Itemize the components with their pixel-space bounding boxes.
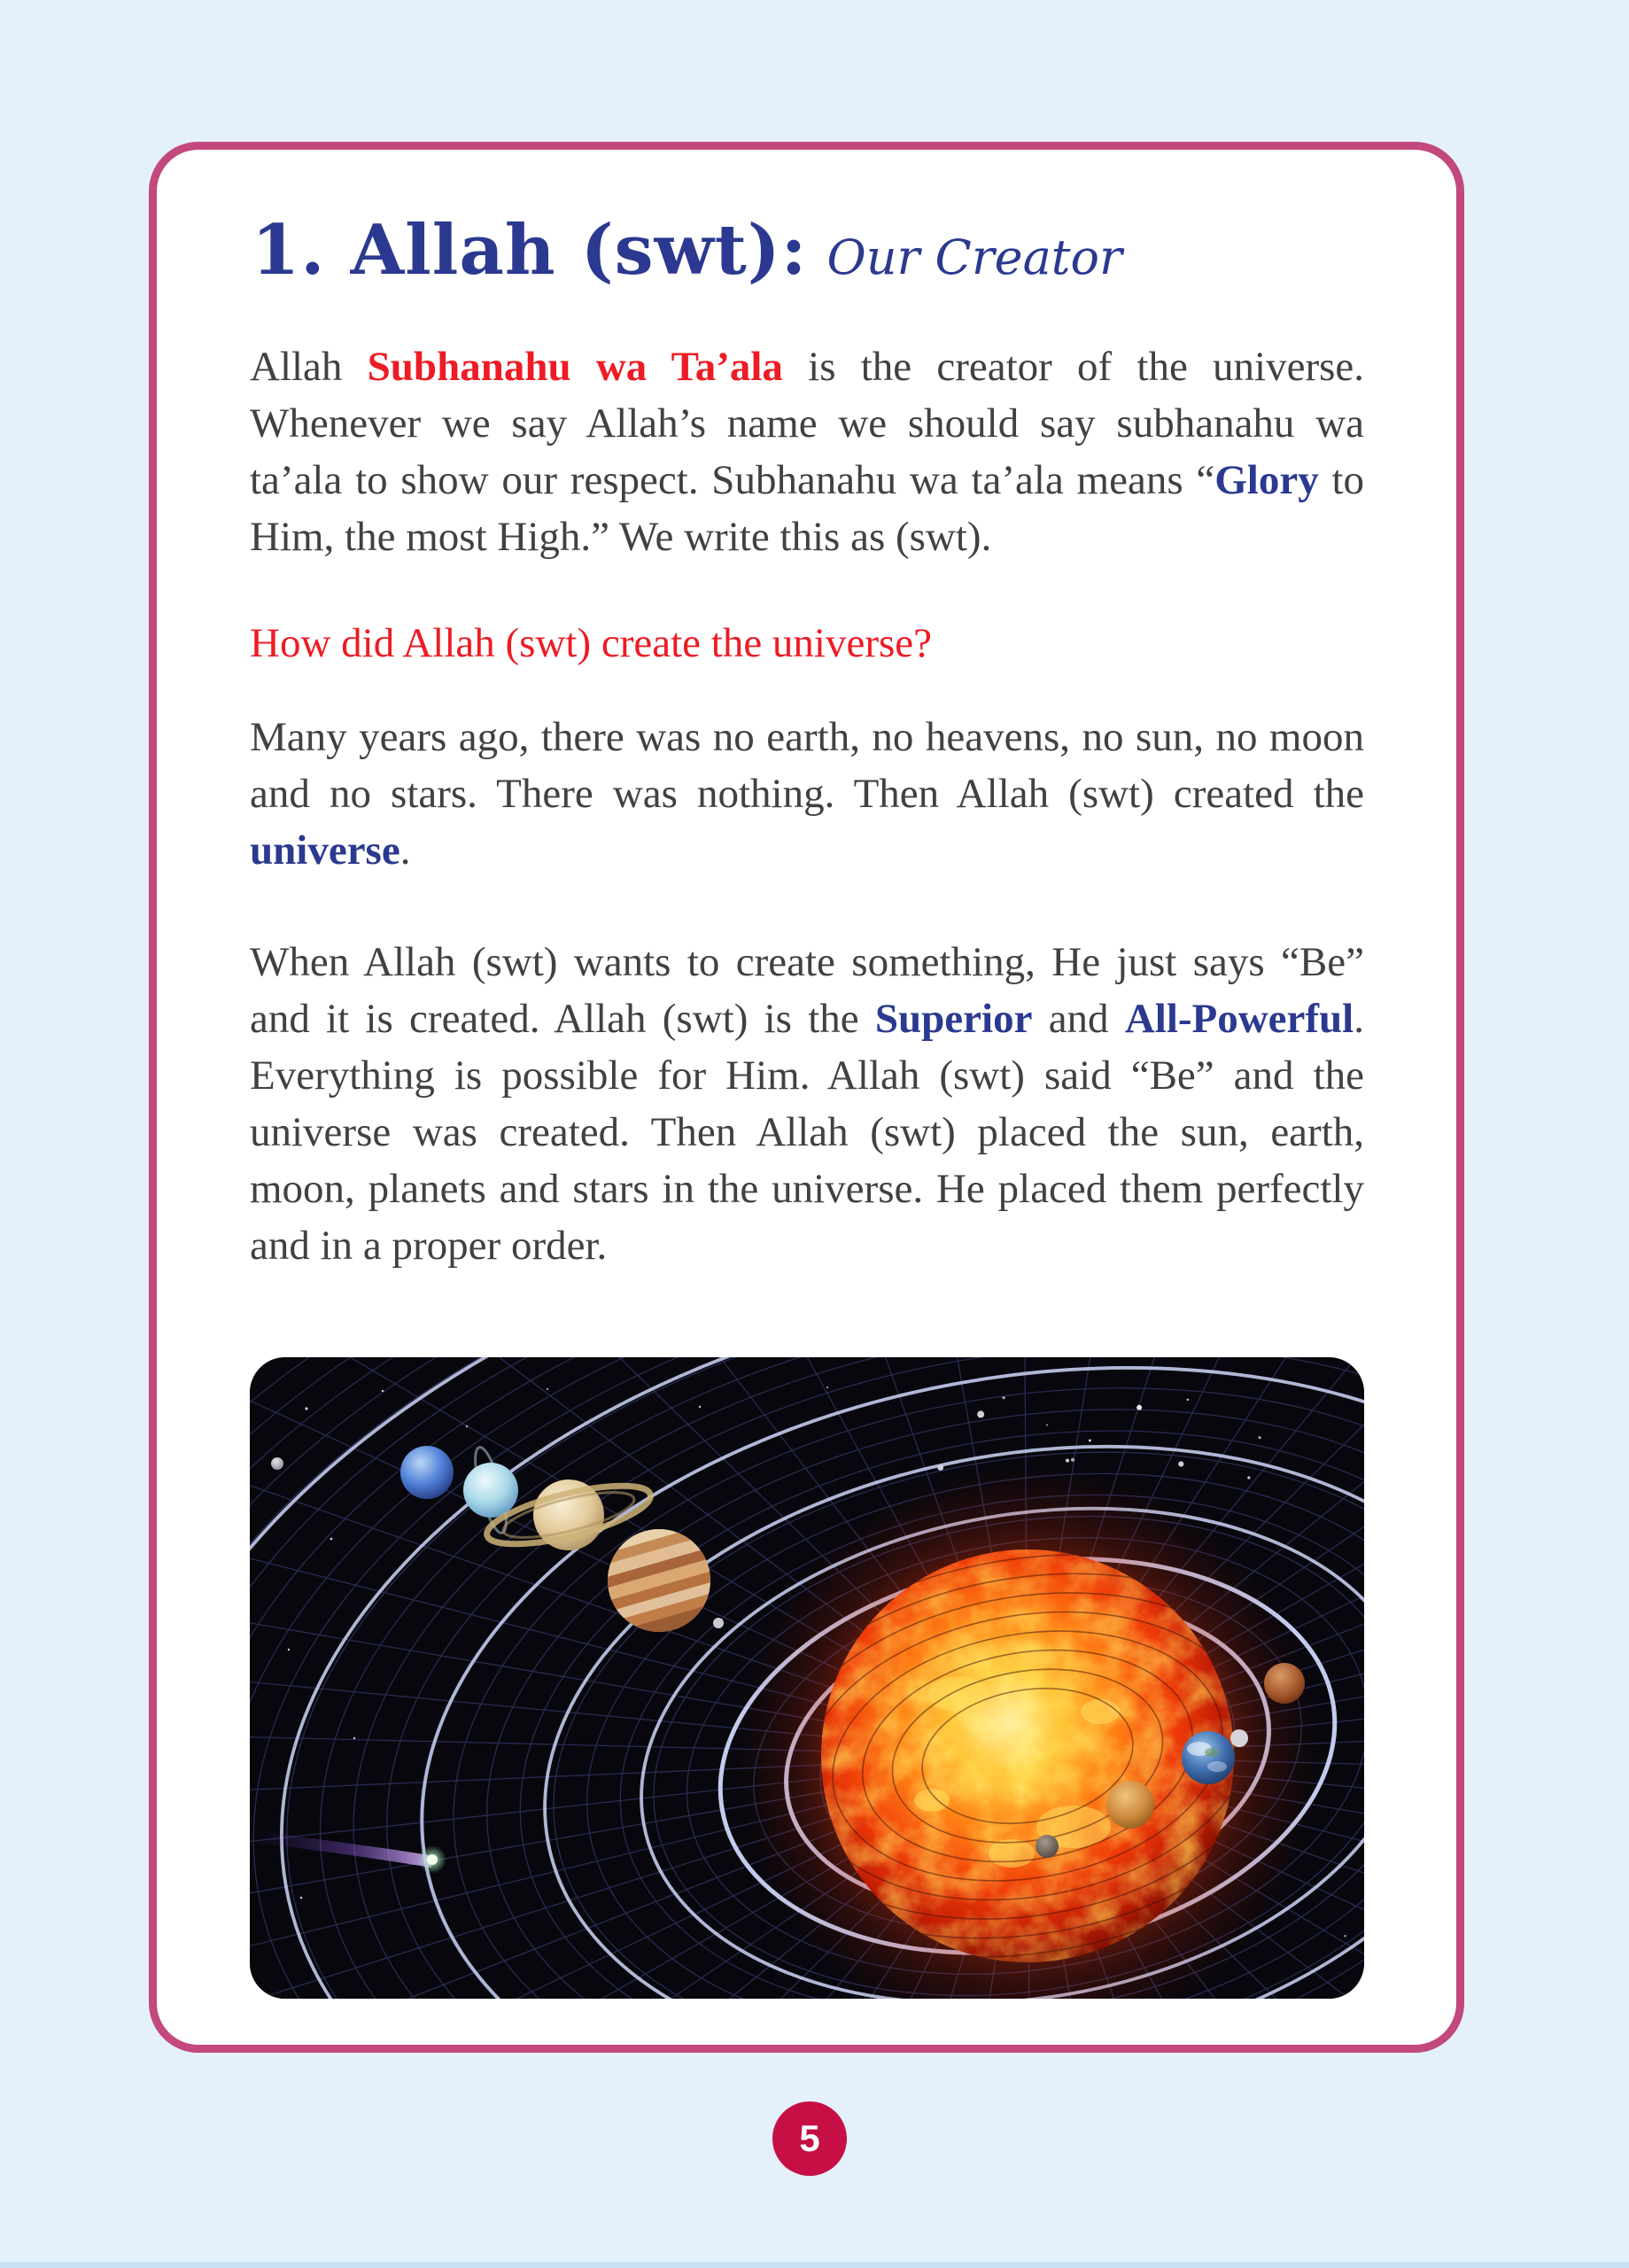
moon bbox=[1230, 1729, 1248, 1747]
planet-neptune bbox=[400, 1446, 454, 1499]
page-number: 5 bbox=[799, 2117, 820, 2159]
question-heading: How did Allah (swt) create the universe? bbox=[250, 620, 933, 666]
chapter-title: 1. Allah (swt): bbox=[252, 210, 808, 291]
page-number-badge bbox=[772, 2101, 847, 2176]
small-moon bbox=[713, 1618, 724, 1628]
planet-mercury bbox=[1036, 1835, 1059, 1858]
content-card bbox=[149, 142, 1464, 2053]
paragraph-creation: Many years ago, there was no earth, no heavens, no sun, no moon and no stars. There was nothing. Then Allah (swt) created the universe. bbox=[250, 714, 1364, 874]
paragraph-intro: Allah Subhanahu wa Ta’ala is the creator of the universe. Whenever we say Allah’s name we should say subhanahu wa ta’ala to show our respect. Subhanahu wa ta’ala means “Glory to Him, the most High.” We write this as (swt). bbox=[250, 344, 1365, 560]
page-edge-strip bbox=[0, 2262, 1629, 2268]
page-title bbox=[252, 210, 1364, 291]
planet-mars bbox=[1264, 1663, 1305, 1704]
solar-system-illustration bbox=[250, 1357, 1364, 1999]
paragraph-be-command: When Allah (swt) wants to create something, He just says “Be” and it is created. Allah (swt) is the Superior and All-Powerful. Everything is possible for Him. Allah (swt) said “Be” and the universe was created. Then Allah (swt) placed the sun, earth, moon, planets and stars in the universe. He placed them perfectly and in a proper order. bbox=[250, 939, 1364, 1269]
chapter-subtitle: Our Creator bbox=[826, 229, 1122, 285]
planet-pluto bbox=[271, 1457, 283, 1470]
planet-venus bbox=[1106, 1781, 1154, 1829]
